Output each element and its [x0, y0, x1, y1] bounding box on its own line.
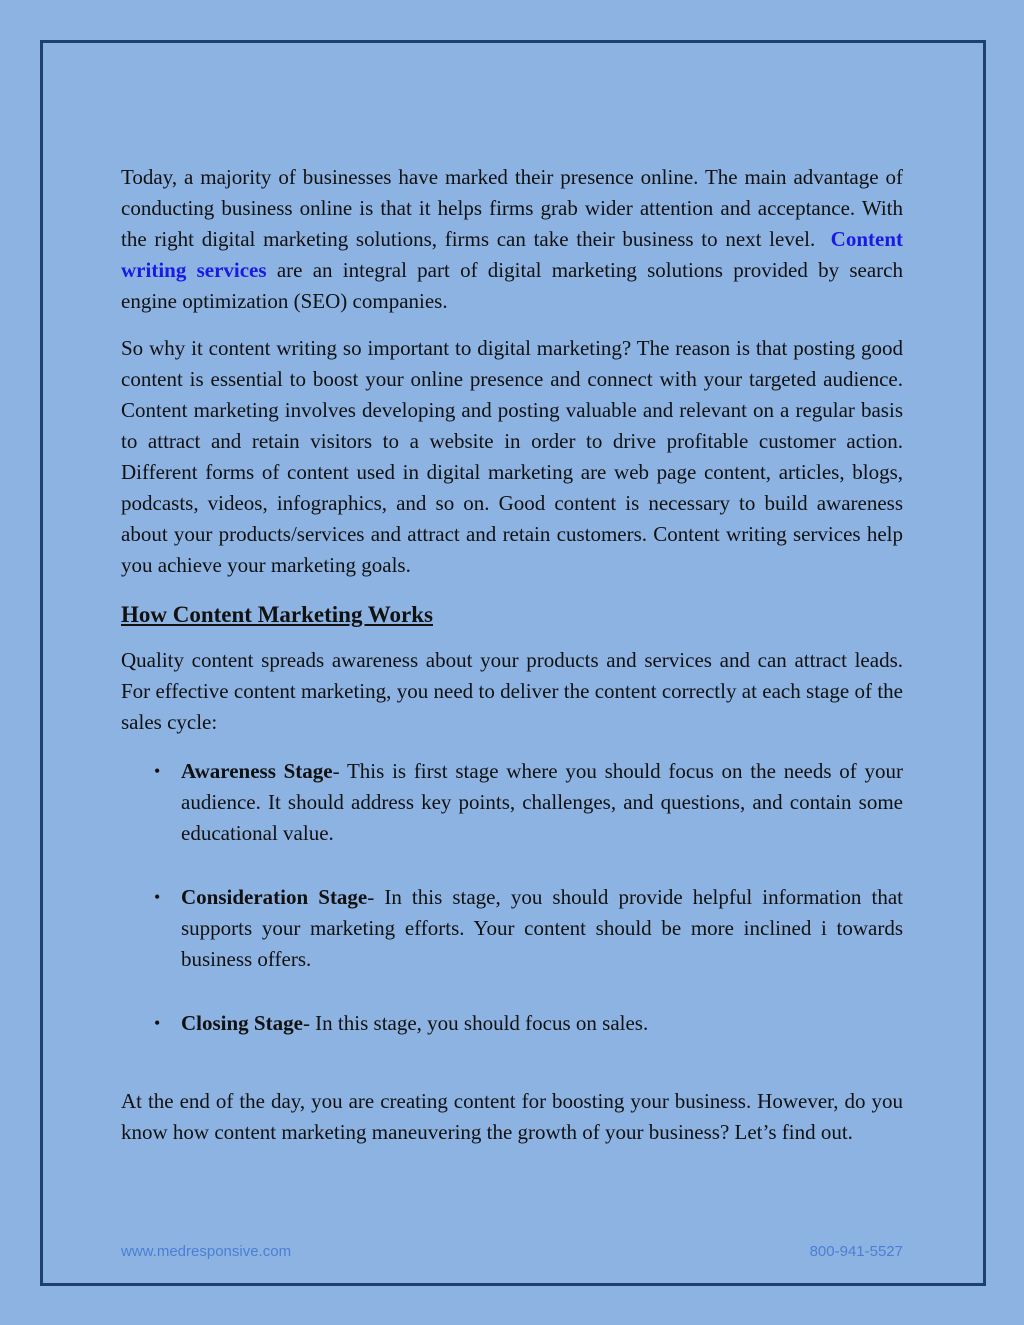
stage-name: Consideration Stage [181, 885, 368, 909]
document-body [121, 162, 903, 1148]
list-item-awareness [121, 756, 903, 849]
stage-description: - In this stage, you should provide helpful information that supports your marketing efforts. Your content should be more inclined i towards business offers. [181, 885, 903, 971]
stage-name: Closing Stage [181, 1011, 303, 1035]
importance-paragraph: So why it content writing so important to digital marketing? The reason is that posting good content is essential to boost your online presence and connect with your targeted audience. Content marketing involves developing and posting valuable and relevant on a regular basis to attract and retain visitors to a website in order to drive profitable customer action. Different forms of content used in digital marketing are web page content, articles, blogs, podcasts, videos, infographics, and so on. Good content is necessary to build awareness about your products/services and attract and retain customers. Content writing services help you achieve your marketing goals. [121, 336, 903, 577]
intro-paragraph [121, 162, 903, 317]
stage-description: - This is first stage where you should focus on the needs of your audience. It should address key points, challenges, and questions, and contain some educational value. [181, 759, 903, 845]
bullet-icon: • [154, 887, 161, 907]
section-heading: How Content Marketing Works [121, 602, 433, 627]
footer-phone: 800-941-5527 [809, 1243, 903, 1260]
stage-name: Awareness Stage [181, 759, 333, 783]
bullet-icon: • [154, 1013, 161, 1033]
content-writing-services-link[interactable]: Content writing services [121, 227, 903, 282]
intro-text-part1: Today, a majority of businesses have marked their presence online. The main advantage of conducting business online is that it helps firms grab wider attention and acceptance. With the right digital marketing solutions, firms can take their business to next level. [121, 165, 903, 251]
closing-paragraph: At the end of the day, you are creating content for boosting your business. However, do you know how content marketing maneuvering the growth of your business? Let’s find out. [121, 1089, 903, 1144]
intro-text-part2: are an integral part of digital marketing solutions provided by search engine optimization (SEO) companies. [121, 258, 903, 313]
list-item-closing [121, 1008, 903, 1039]
stages-list [121, 756, 903, 1039]
footer-website-link[interactable]: www.medresponsive.com [121, 1243, 292, 1260]
stage-description: - In this stage, you should focus on sales. [302, 1011, 649, 1035]
sales-cycle-paragraph: Quality content spreads awareness about your products and services and can attract leads. For effective content marketing, you need to deliver the content correctly at each stage of the sales cycle: [121, 648, 903, 734]
list-item-consideration [121, 882, 903, 975]
bullet-icon: • [154, 761, 161, 781]
